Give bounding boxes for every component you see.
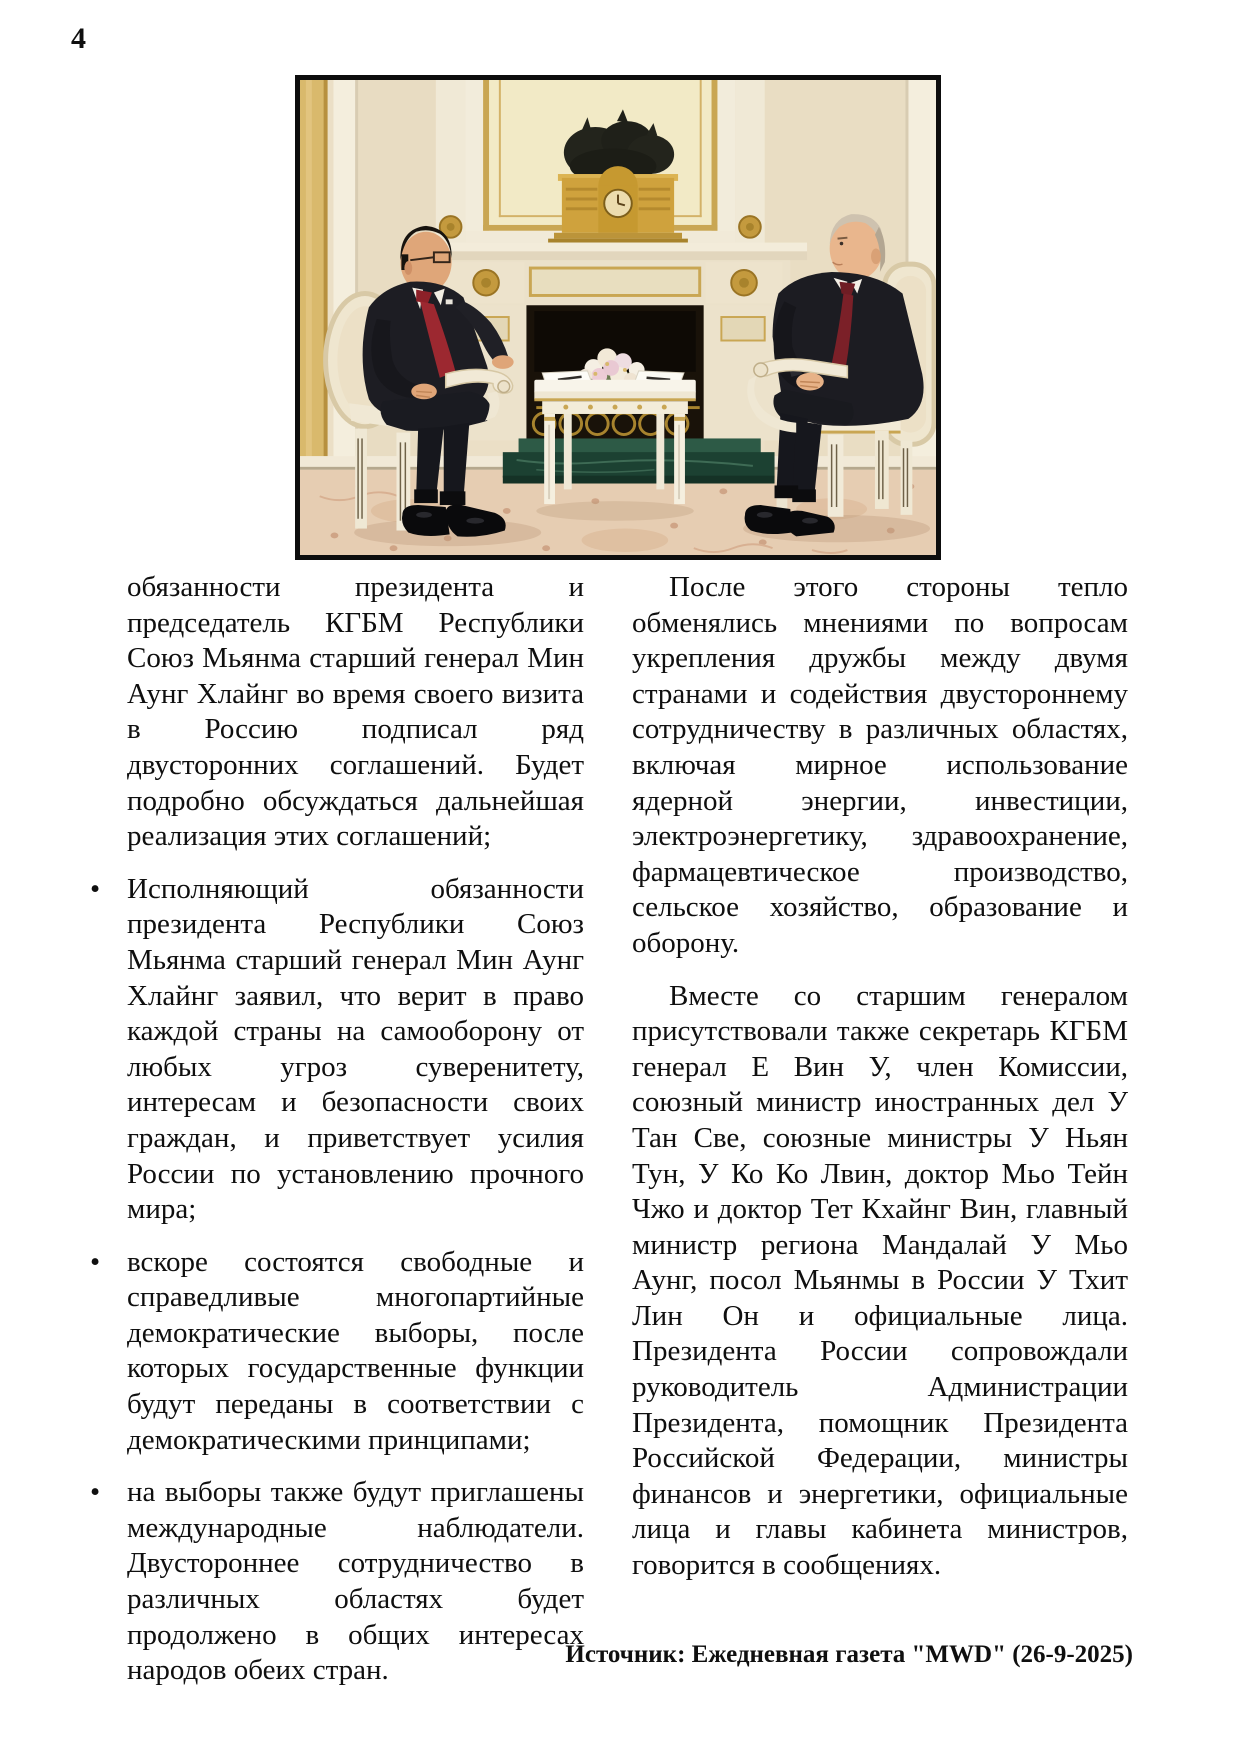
bullet-list [88,872,584,1689]
paragraph: После этого стороны тепло обменялись мнениями по вопросам укрепления дружбы между двумя странами и содействия двустороннему сотрудничеству в различных областях, включая мирное использование ядерной энергии, инвестиции, электроэнергетику, здравоохранение, фармацевтическое производство, сельское хозяйство, образование и оборону. [632,571,1128,959]
bullet-marker: • [90,1476,101,1509]
paragraph: Вместе со старшим генералом присутствовали также секретарь КГБМ генерал Е Вин У, член Комиссии, союзный министр иностранных дел У Тан Све, союзные министры У Ньян Тун, У Ко Ко Лвин, доктор Мьо Тейн Чжо и доктор Тет Кхайнг Вин, главный министр региона Мандалай У Мьо Аунг, посол Мьянмы в России У Тхит Лин Он и официальные лица. Президента России сопровождали руководитель Администрации Президента, помощник Президента Российской Федерации, министры финансов и энергетики, официальные лица и главы кабинета министров, говорится в сообщениях. [632,979,1128,1582]
bullet-marker: • [90,872,101,905]
source-attribution: Источник: Ежедневная газета "MWD" (26-9-2025) [565,1641,1133,1668]
right-column [632,570,1128,1706]
list-item [90,1245,584,1459]
meeting-photo [295,75,941,560]
list-item-text: Исполняющий обязанности президента Республики Союз Мьянма старший генерал Мин Аунг Хлайнг заявил, что верит в право каждой страны на самооборону от любых угроз суверенитету, интересам и безопасности своих граждан, и приветствует усилия России по установлению прочного мира; [127,872,584,1226]
list-item [90,1475,584,1689]
page-number: 4 [71,22,86,55]
list-item-text: вскоре состоятся свободные и справедливые многопартийные демократические выборы, после которых государственные функции будут переданы в соответствии с демократическими принципами; [127,1245,584,1456]
left-column [88,570,584,1706]
meeting-photo-illustration [300,80,936,555]
bullet-marker: • [90,1245,101,1278]
article-body [88,570,1128,1706]
list-item-text: на выборы также будут приглашены международные наблюдатели. Двустороннее сотрудничество в различных областях будет продолжено в общих интересах народов обеих стран. [127,1476,584,1687]
continuation-paragraph: обязанности президента и председатель КГБМ Республики Союз Мьянма старший генерал Мин Аунг Хлайнг во время своего визита в Россию подписал ряд двусторонних соглашений. Будет подробно обсуждаться дальнейшая реализация этих соглашений; [127,571,584,853]
list-item [90,872,584,1228]
